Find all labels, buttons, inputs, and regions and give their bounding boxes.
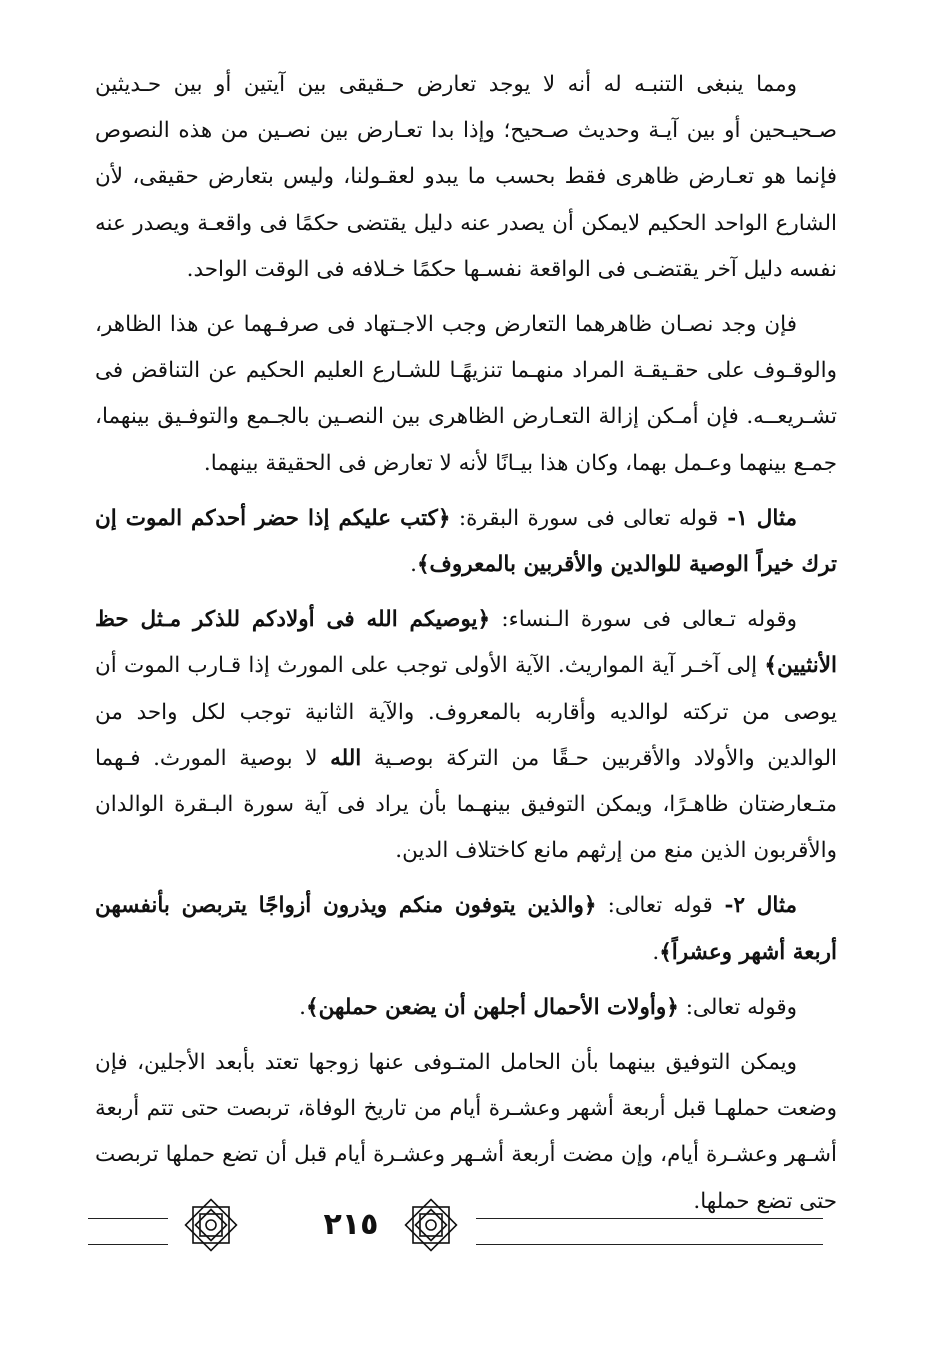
text-run: . <box>410 552 417 578</box>
paragraph-4 <box>95 597 837 874</box>
octagram-star-ornament-icon <box>396 1198 466 1252</box>
text-run: . <box>299 994 306 1020</box>
paragraph-3 <box>95 496 837 588</box>
paragraph-2 <box>95 302 837 487</box>
text-run: قوله تعالى فى سورة البقرة: <box>450 505 719 531</box>
footer-rule-left-bottom <box>88 1244 168 1245</box>
paragraph-1 <box>95 62 837 293</box>
octagram-star-ornament-icon <box>176 1198 246 1252</box>
text-run: قوله تعالى: <box>596 893 713 919</box>
text-run: لا بوصية المورث. فـهما متـعارضتان ظاهـرًا، ويمكن التوفيق بينهـما بأن يراد فى آية سورة البـقرة الوالدان والأقربون الذين منع من إرثهم مانع كاختلاف الدين. <box>95 745 837 864</box>
text-run: ويمكن التوفيق بينهما بأن الحامل المتـوفى عنها زوجها تعتد بأبعد الأجلين، فإن وضعت حملهـا قبل أربعة أشهر وعشـرة أيام من تاريخ الوفاة، تربصت حتى تتم أربعة أشـهر وعشـرة أيام، وإن مضت أربعة أشـهر وعشـرة أيام قبل أن تضع حملها تربصت حتى تضع حملها. <box>95 1050 837 1214</box>
bold-text: ﴿وأولات الأحمال أجلهن أن يضعن حملهن﴾ <box>305 994 679 1020</box>
footer-rule-right-top <box>476 1218 823 1219</box>
bold-text: ﴿والذين يتوفون منكم ويذرون أزواجًا يتربصن بأنفسهن أربعة أشهر وعشراً﴾ <box>95 893 837 965</box>
bold-text: مثال ١- <box>718 505 797 531</box>
page-number: ٢١٥ <box>323 1207 379 1242</box>
page-footer <box>88 1196 823 1256</box>
text-run: فإن وجد نصـان ظاهرهما التعارض وجب الاجـتهاد فى صرفـهما عن هذا الظاهر، والوقـوف على حقـيقـة المراد منهـما تنزيهًـا للشـارع العليم الحكيم عن التناقض فى تشـريعــه. فإن أمـكن إزالة التعـارض الظاهرى بين النصـين بالجـمع والتوفـيق بينهما، جمـع بينهما وعـمل بهما، وكان هذا بيـانًا لأنه لا تعارض فى الحقيقة بينهما. <box>95 312 837 476</box>
paragraph-6 <box>95 985 837 1031</box>
page-body <box>95 62 837 1225</box>
text-run: وقوله تعالى: <box>678 994 797 1020</box>
bold-text: الله <box>330 745 362 771</box>
footer-rule-left-top <box>88 1218 168 1219</box>
bold-text: مثال ٢- <box>712 893 797 919</box>
text-run: إلى آخـر آية المواريث. الآية الأولى توجب على المورث إذا قـارب الموت أن يوصى من تركته لوالديه وأقاربه بالمعروف. والآية الثانية توجب لكل واحد من الوالدين والأولاد والأقربين حـقًا من التركة بوصـية <box>95 653 837 771</box>
bold-text: ﴿يوصيكم الله فى أولادكم للذكر مـثل حظ الأنثيين﴾ <box>95 607 837 679</box>
text-run: ومما ينبغى التنبـه له أنه لا يوجد تعارض حـقيقى بين آيتين أو بين حـديثين صـحيـحين أو بين آيـة وحديث صـحيح؛ وإذا بدا تعـارض بين نصـين من هذه النصوص فإنما هو تعـارض ظاهرى فقط بحسب ما يبدو لعقـولنا، وليس بتعارض حقيقى، لأن الشارع الواحد الحكيم لايمكن أن يصدر عنه دليل يقتضى حكمًا فى واقعـة ويصدر عنه نفسه دليل آخر يقتضـى فى الواقعة نفسـها حكمًا خـلافه فى الوقت الواحد. <box>95 72 837 282</box>
bold-text: ﴿كتب عليكم إذا حضر أحدكم الموت إن ترك خيراً الوصية للوالدين والأقربين بالمعروف﴾ <box>95 505 837 578</box>
text-run: . <box>652 939 660 965</box>
text-run: وقوله تـعالى فى سورة الـنساء: <box>490 607 797 633</box>
paragraph-5 <box>95 883 837 975</box>
footer-rule-right-bottom <box>476 1244 823 1245</box>
